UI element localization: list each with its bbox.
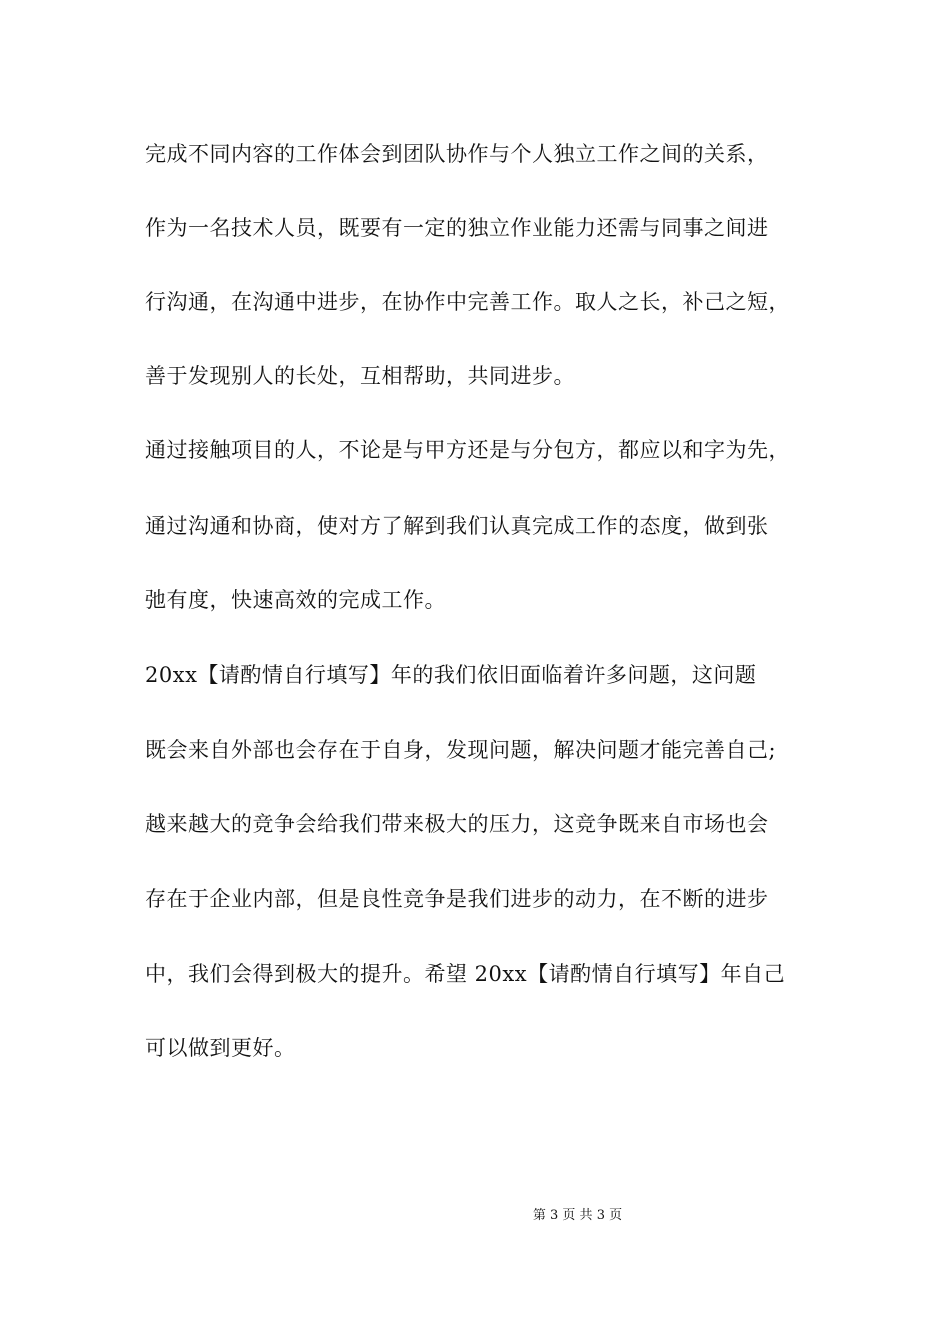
body-line-4: 善于发现别人的长处，互相帮助，共同进步。 xyxy=(145,364,575,388)
body-line-10: 越来越大的竞争会给我们带来极大的压力，这竞争既来自市场也会 xyxy=(145,812,769,836)
body-line-7: 弛有度，快速高效的完成工作。 xyxy=(145,588,446,612)
body-line-2: 作为一名技术人员，既要有一定的独立作业能力还需与同事之间进 xyxy=(145,216,769,240)
page-number-footer: 第 3 页 共 3 页 xyxy=(532,1208,623,1223)
body-line-3: 行沟通，在沟通中进步，在协作中完善工作。取人之长，补己之短， xyxy=(145,290,790,314)
body-line-1: 完成不同内容的工作体会到团队协作与个人独立工作之间的关系， xyxy=(145,142,769,166)
body-line-8: 20xx【请酌情自行填写】年的我们依旧面临着许多问题，这问题 xyxy=(145,663,757,687)
body-line-12: 中，我们会得到极大的提升。希望 20xx【请酌情自行填写】年自己 xyxy=(145,962,786,986)
body-line-13: 可以做到更好。 xyxy=(145,1036,296,1060)
body-line-11: 存在于企业内部，但是良性竞争是我们进步的动力，在不断的进步 xyxy=(145,887,769,911)
body-line-9: 既会来自外部也会存在于自身，发现问题，解决问题才能完善自己; xyxy=(145,738,777,762)
body-line-6: 通过沟通和协商，使对方了解到我们认真完成工作的态度，做到张 xyxy=(145,514,769,538)
body-line-5: 通过接触项目的人，不论是与甲方还是与分包方，都应以和字为先， xyxy=(145,438,790,462)
